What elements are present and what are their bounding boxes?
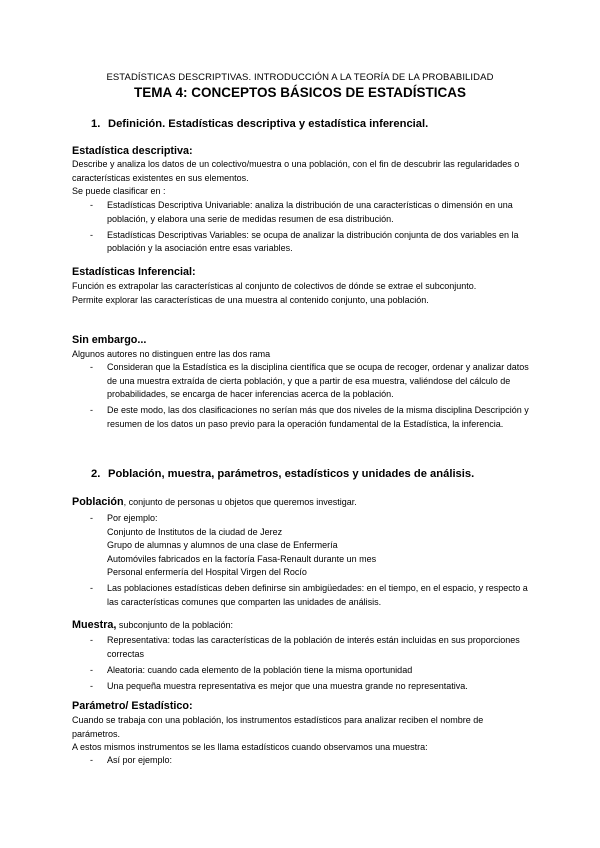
example-line: Automóviles fabricados en la factoría Fasa-Renault durante un mes — [107, 553, 377, 564]
dash-bullet-icon: - — [90, 513, 93, 523]
sin-embargo-bullet-list — [90, 361, 530, 434]
example-line: Conjunto de Institutos de la ciudad de Jerez — [107, 526, 283, 537]
list-item: - Consideran que la Estadística es la disciplina científica que se ocupa de recoger, ordenar y analizar datos de una muestra extraída de cierta población, y que a partir de esa muestra, valiéndose del cálculo de probabilidades, se encarga de hacer inferencias acerca de la población. — [90, 362, 529, 399]
section-2-title: Población, muestra, parámetros, estadísticos y unidades de análisis. — [108, 468, 475, 480]
poblacion-definition: , conjunto de personas u objetos que queremos investigar. — [123, 497, 357, 507]
list-item: - Estadísticas Descriptivas Variables: se ocupa de analizar la distribución conjunta de dos variables en la población y la asociación entre esas variables. — [90, 229, 519, 253]
parametro-bullet-list — [90, 754, 530, 770]
list-item — [90, 512, 530, 580]
dash-bullet-icon: - — [90, 405, 93, 415]
descriptiva-bullet-list — [90, 199, 530, 258]
dash-bullet-icon: - — [90, 664, 93, 675]
muestra-term: Muestra, — [72, 619, 117, 631]
descriptiva-paragraph — [72, 158, 532, 199]
muestra-bullet-list — [90, 634, 530, 696]
document-supertitle: ESTADÍSTICAS DESCRIPTIVAS. INTRODUCCIÓN A LA TEORÍA DE LA PROBABILIDAD — [106, 72, 494, 83]
descriptiva-classify: Se puede clasificar en : — [72, 186, 166, 196]
descriptiva-heading: Estadística descriptiva: — [72, 145, 193, 157]
parametro-text-2: A estos mismos instrumentos se les llama estadísticos cuando observamos una muestra: — [72, 742, 428, 752]
example-line: Personal enfermería del Hospital Virgen del Rocío — [107, 567, 307, 577]
section-1-heading — [91, 118, 428, 130]
sin-embargo-intro: Algunos autores no distinguen entre las dos rama — [72, 349, 271, 359]
dash-bullet-icon: - — [90, 755, 93, 765]
descriptiva-text: Describe y analiza los datos de un colectivo/muestra o una población, con el fin de descubrir las regularidades o características existentes en sus elementos. — [72, 159, 520, 183]
inferencial-text: Función es extrapolar las características al conjunto de colectivos de dónde se extrae el subconjunto. — [72, 281, 477, 291]
poblacion-heading — [72, 496, 357, 508]
inferencial-text-2: Permite explorar las características de una muestra al contenido conjunto, una población. — [72, 294, 429, 305]
list-item: - Las poblaciones estadísticas deben definirse sin ambigüedades: en el tiempo, en el espacio, y respecto a las características comunes que comparten las unidades de análisis. — [90, 583, 528, 607]
poblacion-bullet-list — [90, 512, 530, 612]
section-1-number: 1. — [91, 118, 101, 130]
parametro-text: Cuando se trabaja con una población, los instrumentos estadísticos para analizar reciben el nombre de parámetros. — [72, 715, 484, 739]
sin-embargo-heading: Sin embargo... — [72, 334, 147, 346]
dash-bullet-icon: - — [90, 635, 93, 645]
inferencial-paragraph — [72, 280, 532, 307]
section-2-number: 2. — [91, 468, 101, 480]
parametro-paragraph — [72, 714, 532, 755]
inferencial-heading: Estadísticas Inferencial: — [72, 266, 196, 278]
poblacion-term: Población — [72, 496, 124, 508]
section-2-heading — [91, 468, 474, 480]
list-item: - Así por ejemplo: — [90, 754, 530, 768]
dash-bullet-icon: - — [90, 362, 93, 372]
section-1-title: Definición. Estadísticas descriptiva y estadística inferencial. — [108, 118, 429, 130]
list-item: - De este modo, las dos clasificaciones no serían más que dos niveles de la misma disciplina Descripción y resumen de los datos un paso previo para la operación fundamental de la Estadística, la inferencia. — [90, 405, 529, 429]
list-item: - Estadísticas Descriptiva Univariable: analiza la distribución de una características o dimensión en una población, y elabora una serie de medidas resumen de esa distribución. — [90, 200, 513, 224]
list-item: - Aleatoria: cuando cada elemento de la población tiene la misma oportunidad — [90, 664, 530, 678]
list-item: - Una pequeña muestra representativa es mejor que una muestra grande no representativa. — [90, 680, 530, 694]
dash-bullet-icon: - — [90, 680, 93, 691]
muestra-definition: subconjunto de la población: — [116, 620, 233, 630]
example-line: Grupo de alumnas y alumnos de una clase de Enfermería — [107, 540, 338, 550]
parametro-heading: Parámetro/ Estadístico: — [72, 700, 193, 712]
dash-bullet-icon: - — [90, 229, 93, 240]
dash-bullet-icon: - — [90, 583, 93, 593]
muestra-heading — [72, 619, 233, 631]
list-item: - Representativa: todas las características de la población de interés están incluidas en sus proporciones correctas — [90, 635, 520, 659]
document-title: TEMA 4: CONCEPTOS BÁSICOS DE ESTADÍSTICAS — [133, 85, 467, 100]
example-label: Por ejemplo: — [107, 513, 158, 523]
dash-bullet-icon: - — [90, 200, 93, 210]
